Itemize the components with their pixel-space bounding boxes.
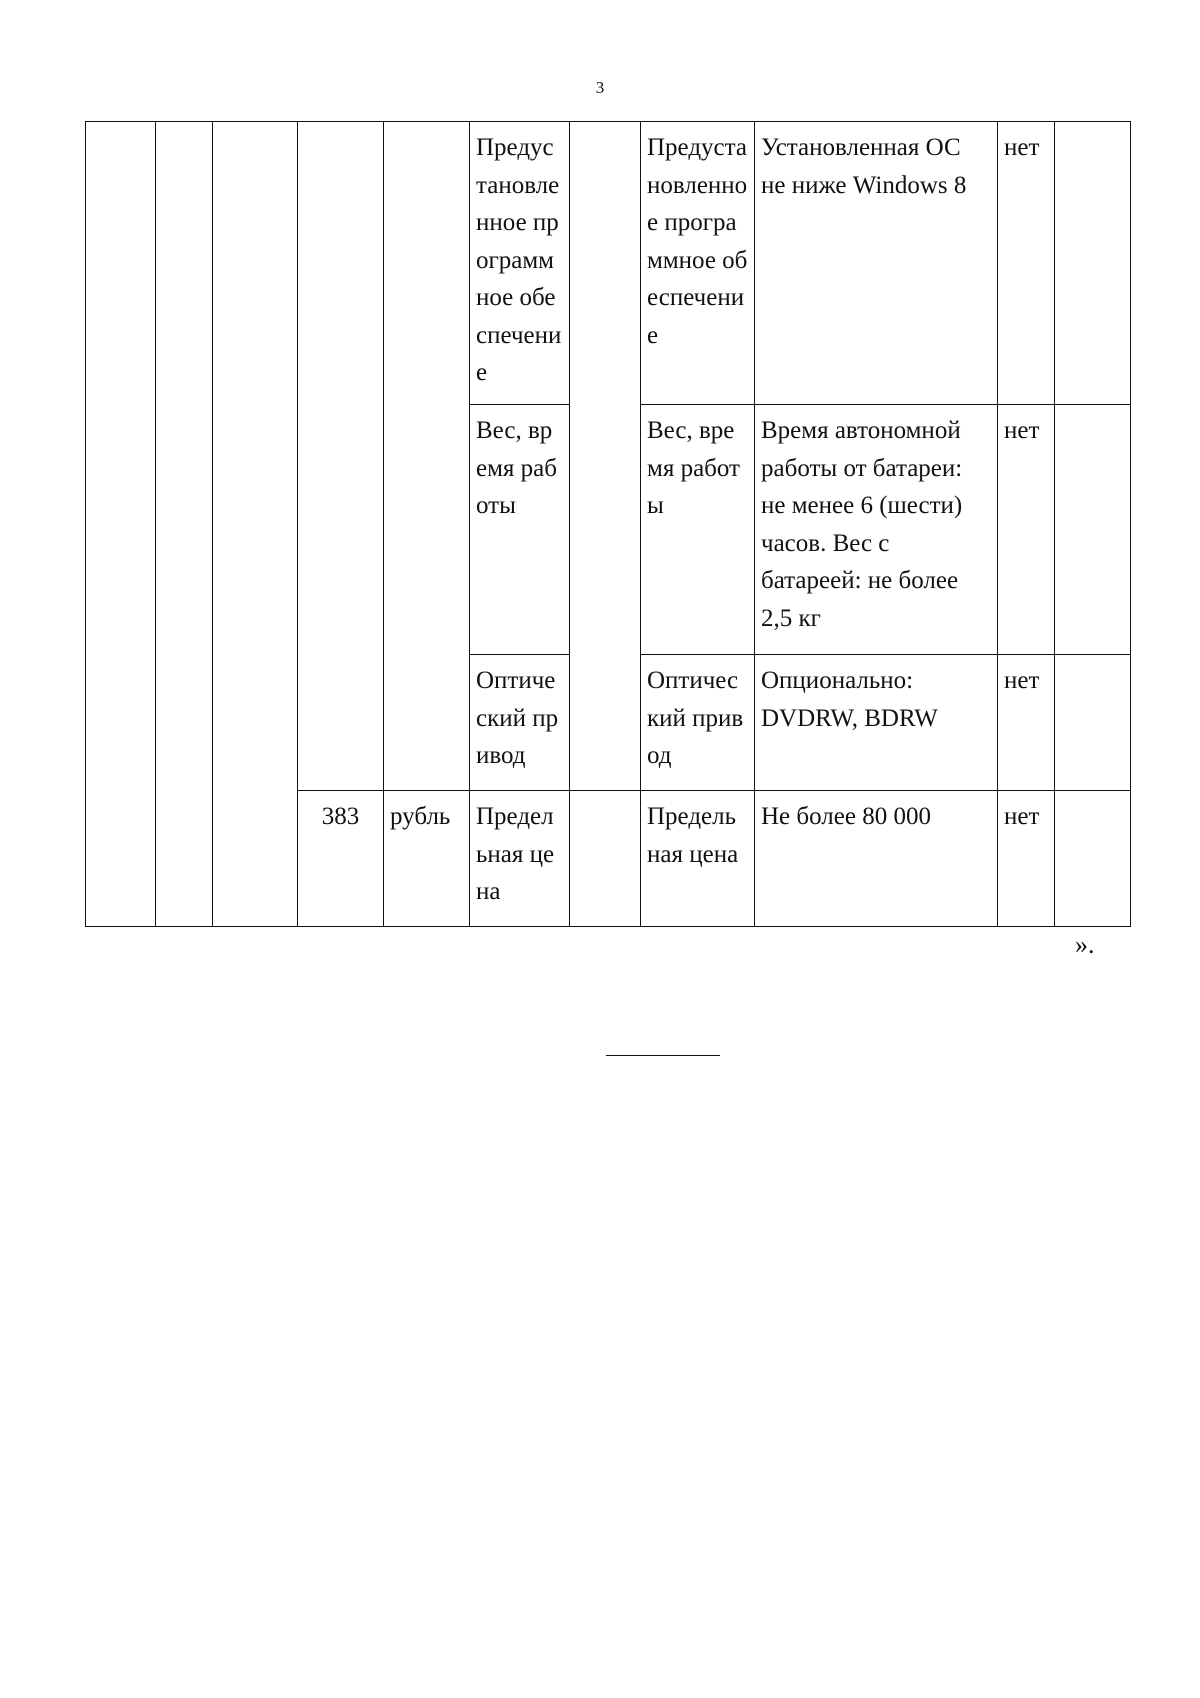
merged-cell-2 — [156, 122, 213, 927]
unit-cell — [384, 122, 470, 791]
value-cell: Время автономной работы от батареи: не менее 6 (шести) часов. Вес с батареей: не более 2,5 кг — [755, 405, 998, 655]
last-cell — [1055, 122, 1131, 405]
value-cell: Опционально: DVDRW, BDRW — [755, 655, 998, 791]
flag-cell: нет — [998, 791, 1055, 927]
merged-cell-1 — [86, 122, 156, 927]
characteristic-cell: Предельная цена — [641, 791, 755, 927]
last-cell — [1055, 655, 1131, 791]
parameter-name-cell: Предельная цена — [470, 791, 570, 927]
end-rule-divider — [606, 1055, 720, 1056]
table-row — [86, 122, 1131, 405]
characteristic-cell: Предустановленное программное обеспечение — [641, 122, 755, 405]
last-cell — [1055, 791, 1131, 927]
characteristic-cell: Вес, время работы — [641, 405, 755, 655]
empty-cell — [570, 122, 641, 791]
parameter-name-cell: Оптический привод — [470, 655, 570, 791]
closing-quote: ». — [1075, 930, 1095, 959]
characteristic-cell: Оптический привод — [641, 655, 755, 791]
empty-cell — [570, 791, 641, 927]
flag-cell: нет — [998, 405, 1055, 655]
value-cell: Установленная ОС не ниже Windows 8 — [755, 122, 998, 405]
code-cell — [298, 122, 384, 791]
parameter-name-cell: Вес, время работы — [470, 405, 570, 655]
merged-cell-3 — [213, 122, 298, 927]
flag-cell: нет — [998, 655, 1055, 791]
unit-cell: рубль — [384, 791, 470, 927]
parameter-name-cell: Предустановленное программное обеспечение — [470, 122, 570, 405]
requirements-table — [85, 121, 1131, 927]
code-cell: 383 — [298, 791, 384, 927]
value-cell: Не более 80 000 — [755, 791, 998, 927]
last-cell — [1055, 405, 1131, 655]
page-number: 3 — [595, 78, 605, 97]
flag-cell: нет — [998, 122, 1055, 405]
